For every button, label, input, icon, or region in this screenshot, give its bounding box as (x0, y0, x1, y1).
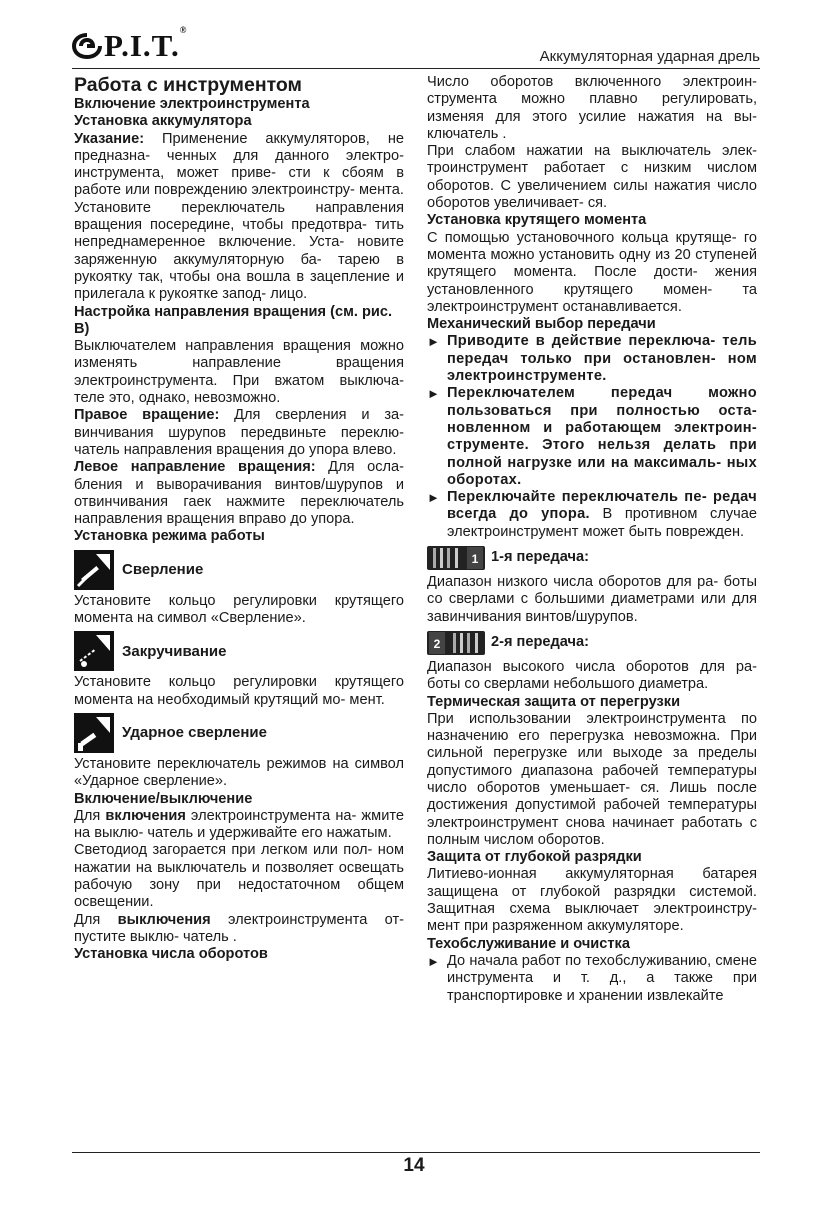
gear-1-switch-icon (427, 546, 485, 570)
gear-2-switch-icon (427, 631, 485, 655)
hammer-paragraph: Установите переключатель режимов на символ «Ударное сверление». (74, 755, 404, 790)
page-header (72, 24, 760, 69)
torque-paragraph: С помощью установочного кольца крутяще- го момента можно установить одну из 20 ступеней крутящего момента. После дости- жения установленного крутящего момен- та электроинструмент останавливается. (427, 229, 757, 315)
mode-screw-label: Закручивание (122, 642, 227, 660)
screw-mode-icon (74, 631, 114, 671)
left-rotation-text: Для осла- бления и выворачивания винтов/шурупов и отвинчивания гаек нажмите переключатель направления вращения вправо до упора. (74, 459, 404, 528)
mode-drill-label: Сверление (122, 561, 204, 579)
right-rotation-label: Правое вращение: (74, 407, 220, 424)
gear-1-paragraph: Диапазон низкого числа оборотов для ра- боты со сверлами с большими диаметрами или для завинчивания винтов/шурупов. (427, 574, 757, 625)
note-text: Применение аккумуляторов, не предназна- ченных для данного электро- инструмента, может приве- сти к сбоям в работе или повреждению электроинстру- мента. (74, 130, 404, 199)
gear-warning-2: ► Переключателем передач можно пользоваться при полностью оста- новленном и работающем электроин- струменте. Этого нельзя делать при полной нагрузке или на максималь- ных оборотах. (427, 385, 757, 489)
pit-logo (72, 24, 188, 64)
switch-on-paragraph (74, 808, 404, 843)
heading-maintenance: Техобслуживание и очистка (427, 935, 630, 952)
heading-torque: Установка крутящего момента (427, 212, 647, 229)
heading-battery: Установка аккумулятора (74, 113, 252, 130)
mode-drill (74, 549, 404, 591)
drill-mode-icon (74, 550, 114, 590)
note-paragraph (74, 131, 404, 200)
heading-deep-discharge: Защита от глубокой разрядки (427, 849, 642, 866)
gear-2-label: 2-я передача: (491, 634, 589, 651)
switch-off-post: электроинструмента от- пустите выклю- чатель . (74, 911, 404, 945)
heading-thermal: Термическая защита от перегрузки (427, 693, 681, 710)
gear-warning-3-text: В противном случае электроинструмент может быть поврежден. (447, 506, 757, 540)
right-rotation-paragraph (74, 407, 404, 459)
mode-screw (74, 630, 404, 672)
gear-warning-1: ► Приводите в действие переключа- тель передач только при остановлен- ном электроинструменте. (427, 333, 757, 385)
speed-paragraph-1: Число оборотов включенного электроин- струмента можно плавно регулировать, изменяя для этого усилие нажатия на вы- ключатель . (427, 74, 757, 142)
gear-2-paragraph: Диапазон высокого числа оборотов для ра- боты со сверлами небольшого диаметра. (427, 658, 757, 693)
page-number: 14 (403, 1155, 425, 1176)
heading-power-on: Включение электроинструмента (74, 96, 310, 112)
mode-hammer (74, 712, 404, 754)
right-rotation-text: Для сверления и за- винчивания шурупов передвиньте переклю- чатель направления вращения до упора влево. (74, 407, 404, 458)
gear-1 (427, 545, 757, 571)
led-paragraph: Светодиод загорается при легком или пол- ном нажатии на выключатель и позволяет освещать рабочую зону при недостаточном общем освещении. (74, 842, 404, 911)
switch-off-pre: Для (74, 911, 118, 928)
note-label: Указание: (74, 130, 145, 147)
heading-gear: Механический выбор передачи (427, 316, 656, 333)
heading-on-off: Включение/выключение (74, 790, 253, 807)
gear-2 (427, 630, 757, 656)
maintenance-bullet: ► До начала работ по техобслуживанию, смене инструмента и т. д., а также при транспортировке и хранении извлекайте (427, 953, 757, 1005)
direction-paragraph: Выключателем направления вращения можно изменять направление вращения электроинструмента. При вжатом выключа- теле это, однако, невозможно. (74, 338, 404, 407)
switch-on-bold: включения (105, 807, 186, 824)
gear-2-number: 2 (433, 636, 441, 651)
drill-paragraph: Установите кольцо регулировки крутящего момента на символ «Сверление». (74, 592, 404, 627)
gear-warning-3 (427, 489, 757, 541)
section-title: Работа с инструментом (74, 74, 302, 96)
gear-warning-3-bold: Переключайте переключатель пе- редач всегда до упора. (447, 489, 757, 523)
switch-off-paragraph (74, 912, 404, 947)
deep-discharge-paragraph: Литиево-ионная аккумуляторная батарея защищена от глубокой разрядки системой. Защитная схема выключает электроинстру- мент при разряженном аккумуляторе. (427, 866, 757, 935)
pit-logo-icon (72, 33, 102, 59)
gear-1-label: 1-я передача: (491, 549, 589, 566)
thermal-paragraph: При использовании электроинструмента по назначению его перегрузка невозможна. При сильной перегрузке или выходе за пределы допустимого диапазона рабочей температуры число оборотов уменьшает- ся. Лишь после достижения допустимой рабочей температуры электроинструмент снова начинает работать с полным числом оборотов. (427, 710, 757, 848)
switch-off-bold: выключения (117, 911, 211, 928)
speed-paragraph-2: При слабом нажатии на выключатель элек- троинструмент работает с низким числом оборотов. С увеличением силы нажатия число оборотов увеличивает- ся. (427, 143, 757, 212)
footer-rule (72, 1152, 760, 1153)
heading-speed: Установка числа оборотов (74, 946, 268, 963)
heading-direction: Настройка направления вращения (см. рис. B) (74, 303, 393, 337)
left-rotation-label: Левое направление вращения: (74, 459, 316, 476)
mode-hammer-label: Ударное сверление (122, 724, 267, 742)
left-column (74, 74, 404, 963)
battery-paragraph: Установите переключатель направления вращения посередине, чтобы предотвра- тить непреднамеренное включение. Уста- новите заряженную аккумуляторную ба- тарею в рукоятку так, чтобы она вошла в зацепление и прилегала к рукоятке запод- лицо. (74, 199, 404, 303)
right-column (427, 74, 757, 1005)
switch-on-pre: Для (74, 807, 106, 824)
registered-mark: ® (179, 24, 188, 35)
screw-paragraph: Установите кольцо регулировки крутящего момента на необходимый крутящий мо- мент. (74, 674, 404, 708)
switch-on-post: электроинструмента на- жмите на выклю- чатель и удерживайте его нажатым. (74, 807, 404, 842)
left-rotation-paragraph (74, 459, 404, 528)
document-title: Аккумуляторная ударная дрель (539, 48, 760, 65)
gear-1-number: 1 (471, 552, 479, 567)
heading-mode: Установка режима работы (74, 528, 265, 545)
hammer-drill-icon (74, 713, 114, 753)
logo-text: P.I.T. (104, 28, 180, 63)
